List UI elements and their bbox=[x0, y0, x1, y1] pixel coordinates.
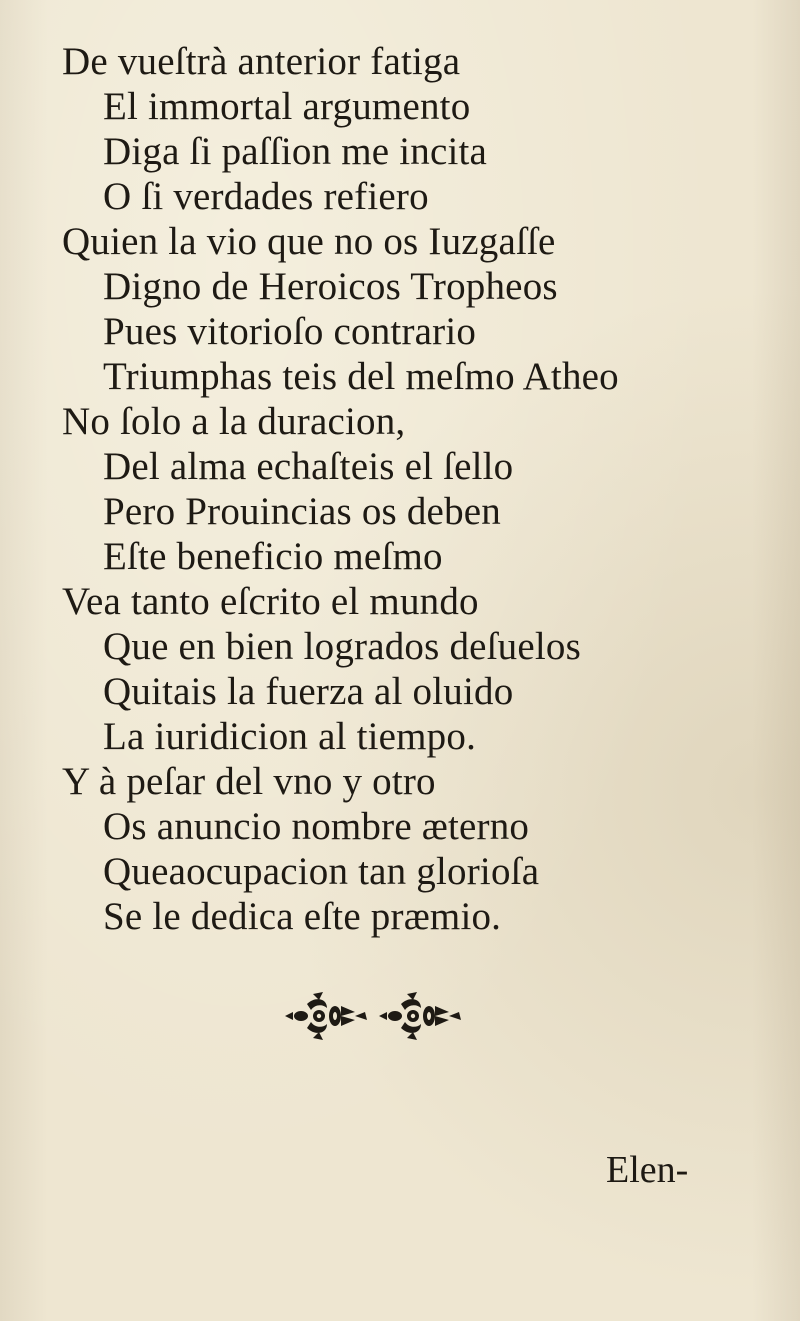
verse-line-2: El immortal argumento bbox=[103, 85, 471, 128]
verse-line-8: Triumphas teis del meſmo Atheo bbox=[103, 355, 619, 398]
verse-line-12: Eſte beneficio meſmo bbox=[103, 535, 443, 578]
verse-line-7: Pues vitorioſo contrario bbox=[103, 310, 477, 353]
verse-line-11: Pero Prouincias os deben bbox=[103, 490, 501, 533]
verse-line-9: No ſolo a la duracion, bbox=[62, 400, 406, 443]
catchword: Elen- bbox=[606, 1149, 689, 1191]
verse-line-5: Quien la vio que no os Iuzgaſſe bbox=[62, 220, 556, 263]
verse-line-20: Se le dedica eſte præmio. bbox=[103, 895, 502, 938]
verse-line-10: Del alma echaſteis el ſello bbox=[103, 445, 514, 488]
verse-line-18: Os anuncio nombre æterno bbox=[103, 805, 530, 848]
verse-line-15: Quitais la fuerza al oluido bbox=[103, 670, 514, 713]
verse-line-3: Diga ſi paſſion me incita bbox=[103, 130, 488, 173]
verse-line-19: Queaocupacion tan glorioſa bbox=[103, 850, 540, 893]
printers-fleuron-ornament bbox=[283, 990, 463, 1042]
verse-line-13: Vea tanto eſcrito el mundo bbox=[62, 580, 479, 623]
verse-line-6: Digno de Heroicos Tropheos bbox=[103, 265, 558, 308]
verse-line-16: La iuridicion al tiempo. bbox=[103, 715, 477, 758]
verse-line-4: O ſi verdades refiero bbox=[103, 175, 429, 218]
verse-line-1: De vueſtrà anterior fatiga bbox=[62, 40, 461, 83]
verse-line-14: Que en bien logrados deſuelos bbox=[103, 625, 582, 668]
verse-line-17: Y à peſar del vno y otro bbox=[62, 760, 436, 803]
